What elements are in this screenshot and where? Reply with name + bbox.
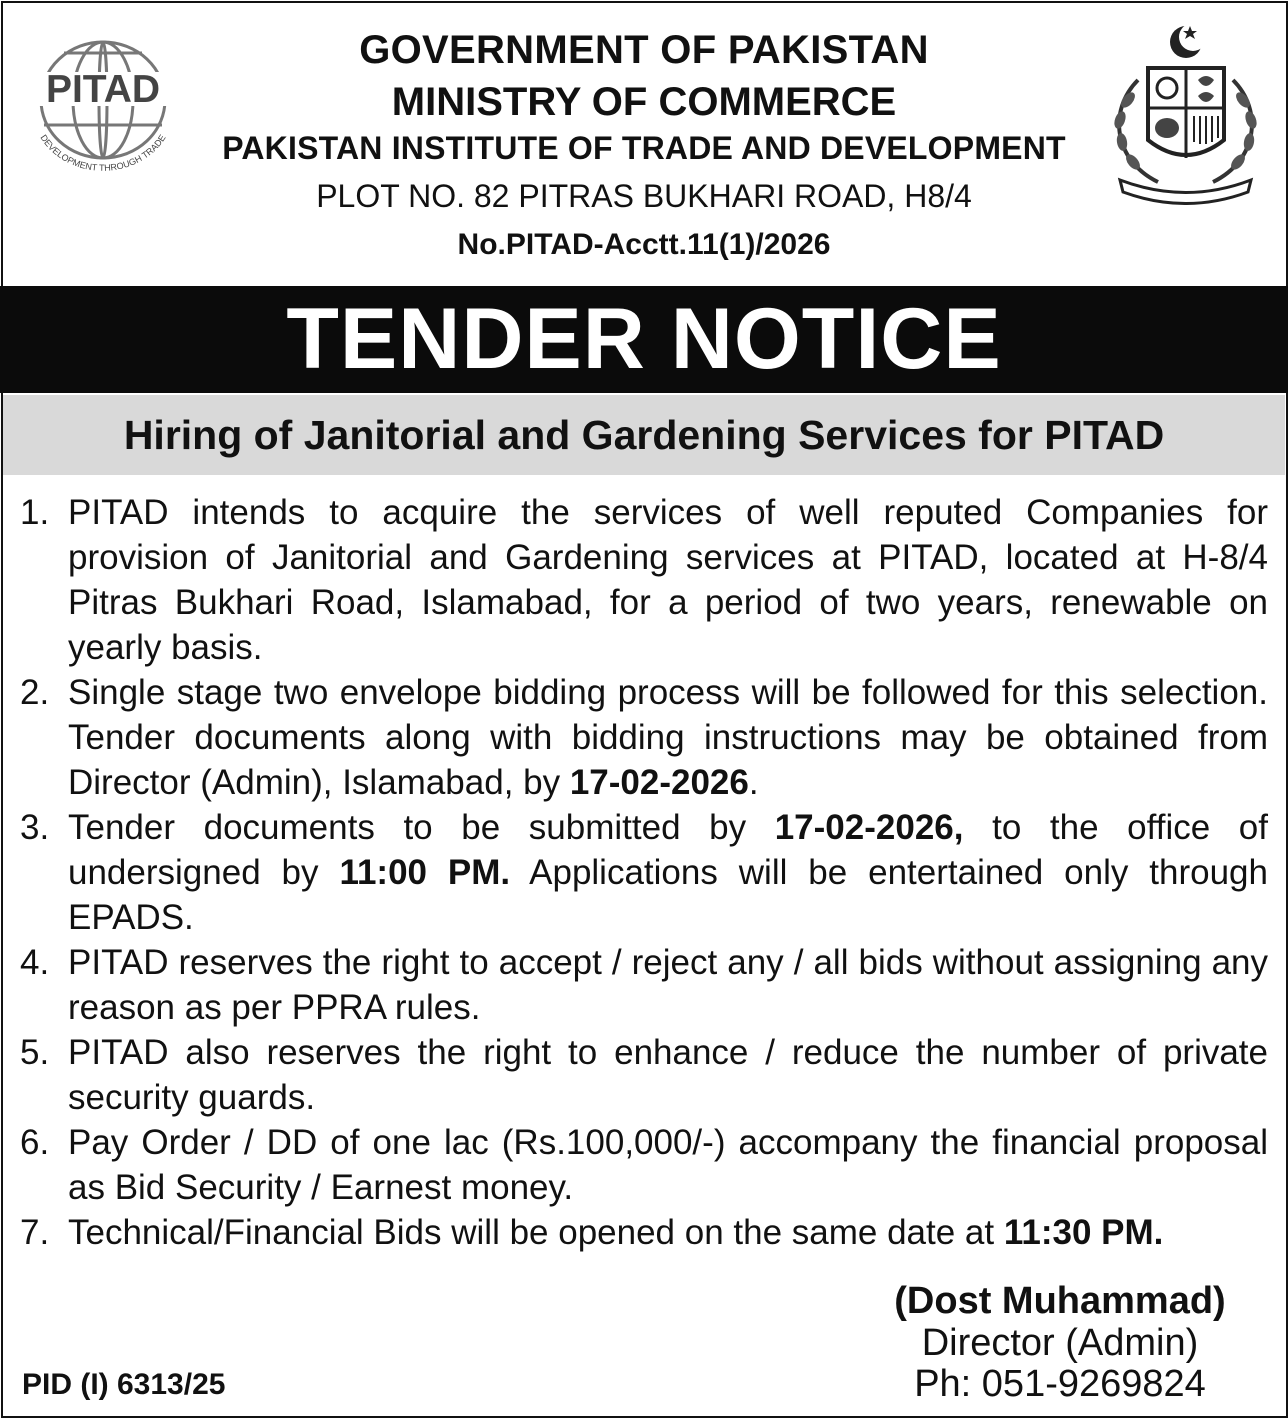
reference-number: No.PITAD-Acctt.11(1)/2026: [457, 228, 831, 261]
body-text: .: [748, 763, 759, 802]
tender-notice-banner: TENDER NOTICE: [0, 286, 1288, 393]
body-text: Technical/Financial Bids will be opened on the same date at: [68, 1213, 1004, 1252]
list-item-number: 5.: [20, 1033, 50, 1072]
emphasis-text: 17-02-2026,: [774, 808, 964, 847]
list-item-text: [68, 670, 1268, 805]
emphasis-text: 17-02-2026: [569, 763, 749, 802]
body-text: PITAD intends to acquire the services of well reputed Companies for provision of Janitorial and Gardening services at PITAD, located at H-8/4 Pitras Bukhari Road, Islamabad, for a period of two years, renewable on yearly basis.: [68, 493, 1268, 667]
list-item-number: 1.: [20, 493, 50, 532]
list-item: [20, 670, 1268, 805]
body-text: Pay Order / DD of one lac (Rs.100,000/-) accompany the financial proposal as Bid Security / Earnest money.: [68, 1123, 1268, 1207]
body-text: Single stage two envelope bidding process will be followed for this selection. Tender documents along with bidding instructions may be obtained from Director (Admin), Islamabad, by: [68, 673, 1268, 802]
signatory-title: Director (Admin): [921, 1322, 1199, 1364]
body-text: Applications will be entertained only through EPADS.: [68, 853, 1268, 937]
list-item: [20, 940, 1268, 1030]
signatory-name: (Dost Muhammad): [894, 1280, 1226, 1322]
notice-subtitle: Hiring of Janitorial and Gardening Services for PITAD: [3, 395, 1285, 475]
list-item: [20, 1120, 1268, 1210]
list-item-text: [68, 1030, 1268, 1120]
list-item-number: 3.: [20, 808, 50, 847]
header-institute: PAKISTAN INSTITUTE OF TRADE AND DEVELOPMENT: [222, 130, 1066, 166]
list-item-number: 4.: [20, 943, 50, 982]
list-item-number: 2.: [20, 673, 50, 712]
list-item: [20, 805, 1268, 940]
signatory-phone: Ph: 051-9269824: [914, 1363, 1206, 1405]
pid-number: PID (I) 6313/25: [22, 1368, 226, 1401]
list-item: [20, 490, 1268, 670]
pitad-logo-name: PITAD: [45, 68, 161, 111]
body-text: PITAD also reserves the right to enhance / reduce the number of private security guards.: [68, 1033, 1268, 1117]
list-item: [20, 1210, 1268, 1255]
list-item: [20, 1030, 1268, 1120]
body-text: Tender documents to be submitted by: [68, 808, 775, 847]
list-item-text: [68, 1120, 1268, 1210]
emphasis-text: 11:00 PM.: [339, 853, 511, 892]
header-address: PLOT NO. 82 PITRAS BUKHARI ROAD, H8/4: [316, 178, 972, 214]
terms-list: [20, 490, 1268, 1255]
list-item-number: 7.: [20, 1213, 50, 1252]
body-text: PITAD reserves the right to accept / reject any / all bids without assigning any reason as per PPRA rules.: [68, 943, 1268, 1027]
header-ministry: MINISTRY OF COMMERCE: [391, 80, 897, 124]
list-item-text: [68, 490, 1268, 670]
emphasis-text: 11:30 PM.: [1003, 1213, 1164, 1252]
list-item-text: [68, 1210, 1268, 1255]
body-text: to the office of undersigned by: [68, 808, 1268, 892]
list-item-text: [68, 940, 1268, 1030]
list-item-text: [68, 805, 1268, 940]
list-item-number: 6.: [20, 1123, 50, 1162]
pitad-logo-tagline: DEVELOPMENT THROUGH TRADE: [38, 132, 168, 173]
header-government: GOVERNMENT OF PAKISTAN: [359, 28, 929, 72]
